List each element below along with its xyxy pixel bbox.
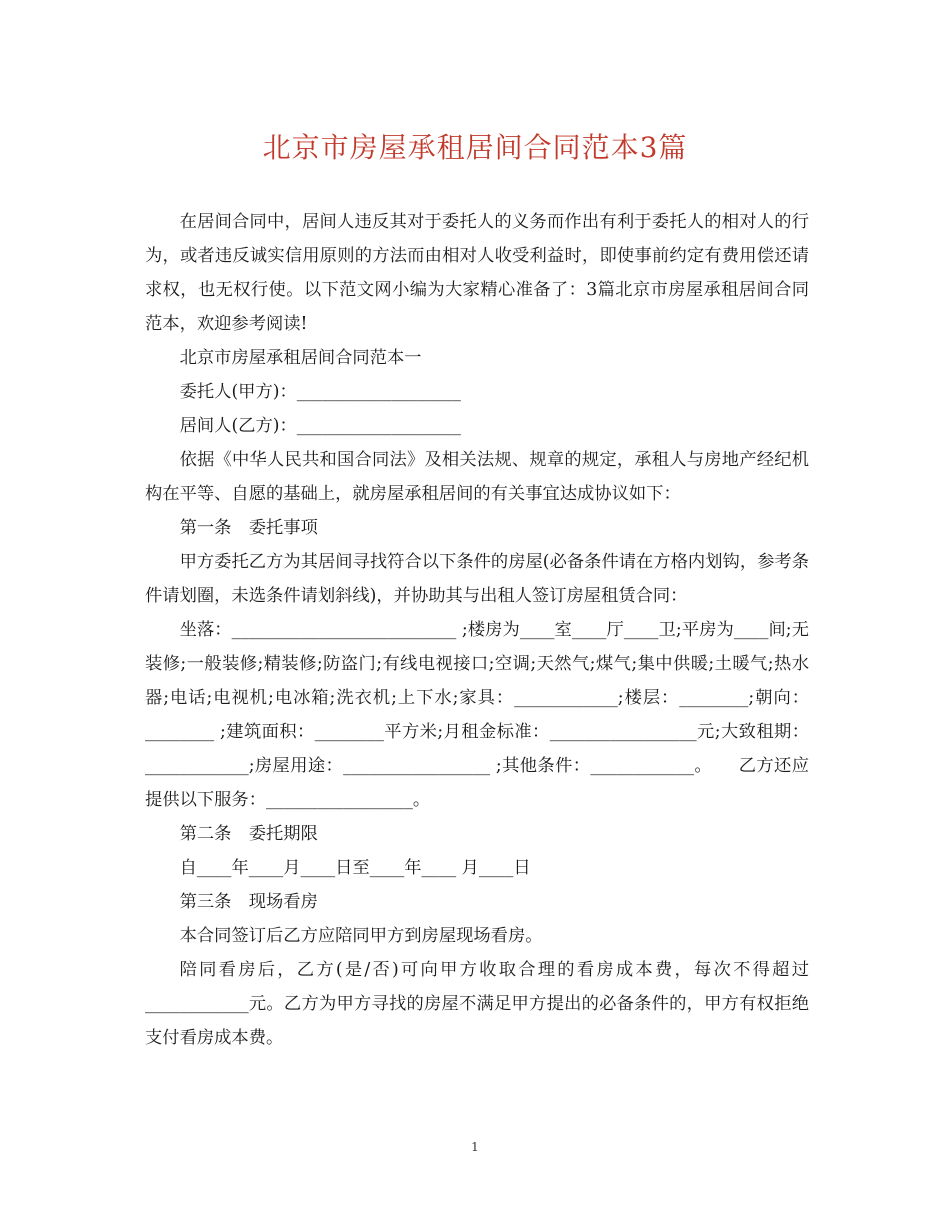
paragraph-article-2-heading: 第二条 委托期限 bbox=[179, 824, 318, 844]
paragraph-article-3-heading: 第三条 现场看房 bbox=[179, 892, 318, 912]
paragraph-viewing: 本合同签订后乙方应陪同甲方到房屋现场看房。 bbox=[179, 926, 543, 946]
paragraph-viewing-fee: 陪同看房后，乙方(是/否)可向甲方收取合理的看房成本费，每次不得超过____________元。乙方为甲方寻找的房屋不满足甲方提出的必备条件的，甲方有权拒绝支付看房成本费。 bbox=[145, 960, 809, 1048]
paragraph-intro: 在居间合同中，居间人违反其对于委托人的义务而作出有利于委托人的相对人的行为，或者违反诚实信用原则的方法而由相对人收受利益时，即使事前约定有费用偿还请求权，也无权行使。以下范文网小编为大家精心准备了：3篇北京市房屋承租居间合同范本，欢迎参考阅读! bbox=[145, 212, 809, 334]
paragraph-article-1-body: 甲方委托乙方为其居间寻找符合以下条件的房屋(必备条件请在方格内划钩，参考条件请划圈，未选条件请划斜线)，并协助其与出租人签订房屋租赁合同： bbox=[145, 552, 809, 606]
page-number: 1 bbox=[471, 1140, 479, 1154]
document-title: 北京市房屋承租居间合同范本3篇 bbox=[262, 131, 688, 164]
paragraph-subtitle: 北京市房屋承租居间合同范本一 bbox=[179, 348, 422, 368]
paragraph-article-1-heading: 第一条 委托事项 bbox=[179, 518, 318, 538]
paragraph-basis: 依据《中华人民共和国合同法》及相关法规、规章的规定，承租人与房地产经纪机构在平等、自愿的基础上，就房屋承租居间的有关事宜达成协议如下： bbox=[145, 450, 809, 504]
paragraph-house-conditions: 坐落：__________________________ ;楼房为____室____厅____卫;平房为____间;无装修;一般装修;精装修;防盗门;有线电视接口;空调;天然气;煤气;集中供暖;土暖气;热水器;电话;电视机;电冰箱;洗衣机;上下水;家具：____________;楼层：________;朝向：________ ;建筑面积：________平方米;月租金标准：_________________元;大致租期：____________;房屋用途：_________________ ;其他条件：____________。 乙方还应提供以下服务：_________________。 bbox=[145, 620, 809, 810]
document-body bbox=[145, 205, 809, 1055]
paragraph-party-a: 委托人(甲方)：___________________ bbox=[179, 382, 461, 402]
paragraph-party-b: 居间人(乙方)：___________________ bbox=[179, 416, 461, 436]
paragraph-term: 自____年____月____日至____年____ 月____日 bbox=[179, 858, 531, 878]
